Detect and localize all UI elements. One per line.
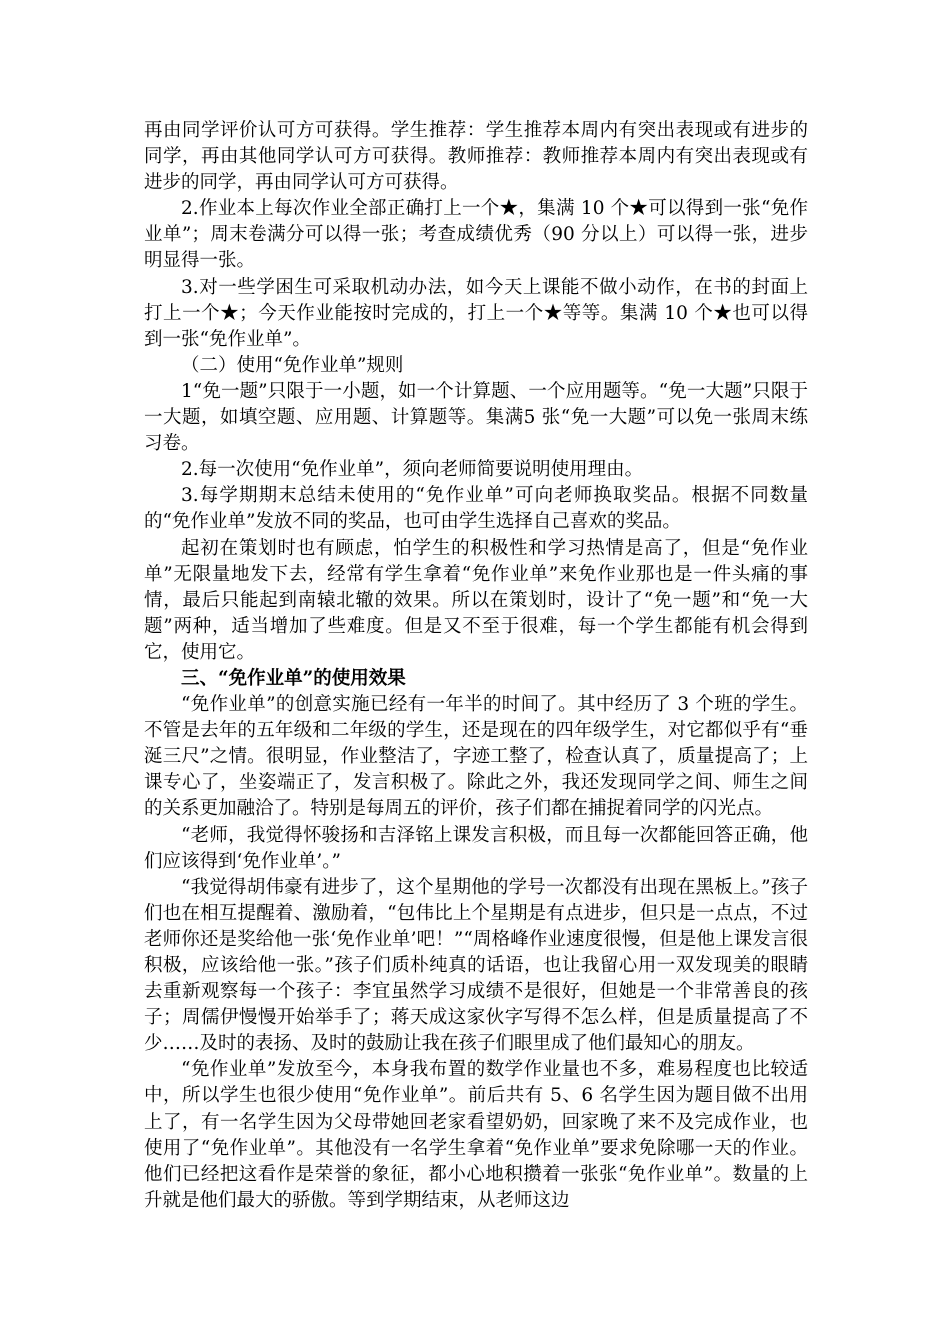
paragraph-distribution: “免作业单”发放至今，本身我布置的数学作业量也不多，难易程度也比较适中，所以学生也很少使用“免作业单”。前后共有 5、6 名学生因为题目做不出用上了，有一名学生因为父母带她回老家看望奶奶，回家晚了来不及完成作业，也使用了“免作业单”。其他没有一名学生拿着“免作业单”要求免除哪一天的作业。他们已经把这看作是荣誉的象征，都小心地积攒着一张张“免作业单”。数量的上升就是他们最大的骄傲。等到学期结束，从老师这边 (144, 1059, 808, 1211)
paragraph-rule-3: 3.对一些学困生可采取机动办法，如今天上课能不做小动作，在书的封面上打上一个★；今天作业能按时完成的，打上一个★等等。集满 10 个★也可以得到一张“免作业单”。 (144, 276, 808, 350)
document-page (144, 118, 808, 1214)
paragraph-usage-1: 1“免一题”只限于一小题，如一个计算题、一个应用题等。“免一大题”只限于一大题，如填空题、应用题、计算题等。集满5 张“免一大题”可以免一张周末练习卷。 (144, 380, 808, 455)
paragraph-planning: 起初在策划时也有顾虑，怕学生的积极性和学习热情是高了，但是“免作业单”无限量地发下去，经常有学生拿着“免作业单”来免作业那也是一件头痛的事情，最后只能起到南辕北辙的效果。所以在策划时，设计了“免一题”和“免一大题”两种，适当增加了些难度。但是又不至于很难，每一个学生都能有机会得到它，使用它。 (144, 537, 808, 663)
paragraph-quote-2: “我觉得胡伟豪有进步了，这个星期他的学号一次都没有出现在黑板上。”孩子们也在相互提醒着、激励着，“包伟比上个星期是有点进步，但只是一点点，不过老师你还是奖给他一张‘免作业单’吧！”“周格峰作业速度很慢，但是他上课发言很积极，应该给他一张。”孩子们质朴纯真的话语，也让我留心用一双发现美的眼睛去重新观察每一个孩子：李宜虽然学习成绩不是很好，但她是一个非常善良的孩子；周儒伊慢慢开始举手了；蒋天成这家伙字写得不怎么样，但是质量提高了不少……及时的表扬、及时的鼓励让我在孩子们眼里成了他们最知心的朋友。 (144, 876, 808, 1055)
paragraph-effects-intro: “免作业单”的创意实施已经有一年半的时间了。其中经历了 3 个班的学生。不管是去年的五年级和二年级的学生，还是现在的四年级学生，对它都似乎有“垂涎三尺”之情。很明显，作业整洁了，字迹工整了，检查认真了，质量提高了；上课专心了，坐姿端正了，发言积极了。除此之外，我还发现同学之间、师生之间的关系更加融洽了。特别是每周五的评价，孩子们都在捕捉着同学的闪光点。 (144, 694, 808, 820)
paragraph-usage-2: 2.每一次使用“免作业单”，须向老师简要说明使用理由。 (181, 459, 644, 481)
paragraph-recommendation-end: 再由同学评价认可方可获得。学生推荐：学生推荐本周内有突出表现或有进步的同学，再由其他同学认可方可获得。教师推荐：教师推荐本周内有突出表现或有进步的同学，再由同学认可方可获得。 (144, 120, 808, 194)
paragraph-usage-3: 3.每学期期末总结未使用的“免作业单”可向老师换取奖品。根据不同数量的“免作业单”发放不同的奖品，也可由学生选择自己喜欢的奖品。 (144, 485, 808, 533)
section-heading-effects: 三、“免作业单”的使用效果 (181, 667, 406, 689)
paragraph-rule-2: 2.作业本上每次作业全部正确打上一个★，集满 10 个★可以得到一张“免作业单”；周末卷满分可以得一张；考查成绩优秀（90 分以上）可以得一张，进步明显得一张。 (144, 198, 808, 272)
section-heading-usage-rules: （二）使用“免作业单”规则 (181, 354, 404, 376)
paragraph-quote-1: “老师，我觉得怀骏扬和吉泽铭上课发言积极，而且每一次都能回答正确，他们应该得到‘免作业单’。” (144, 824, 808, 872)
